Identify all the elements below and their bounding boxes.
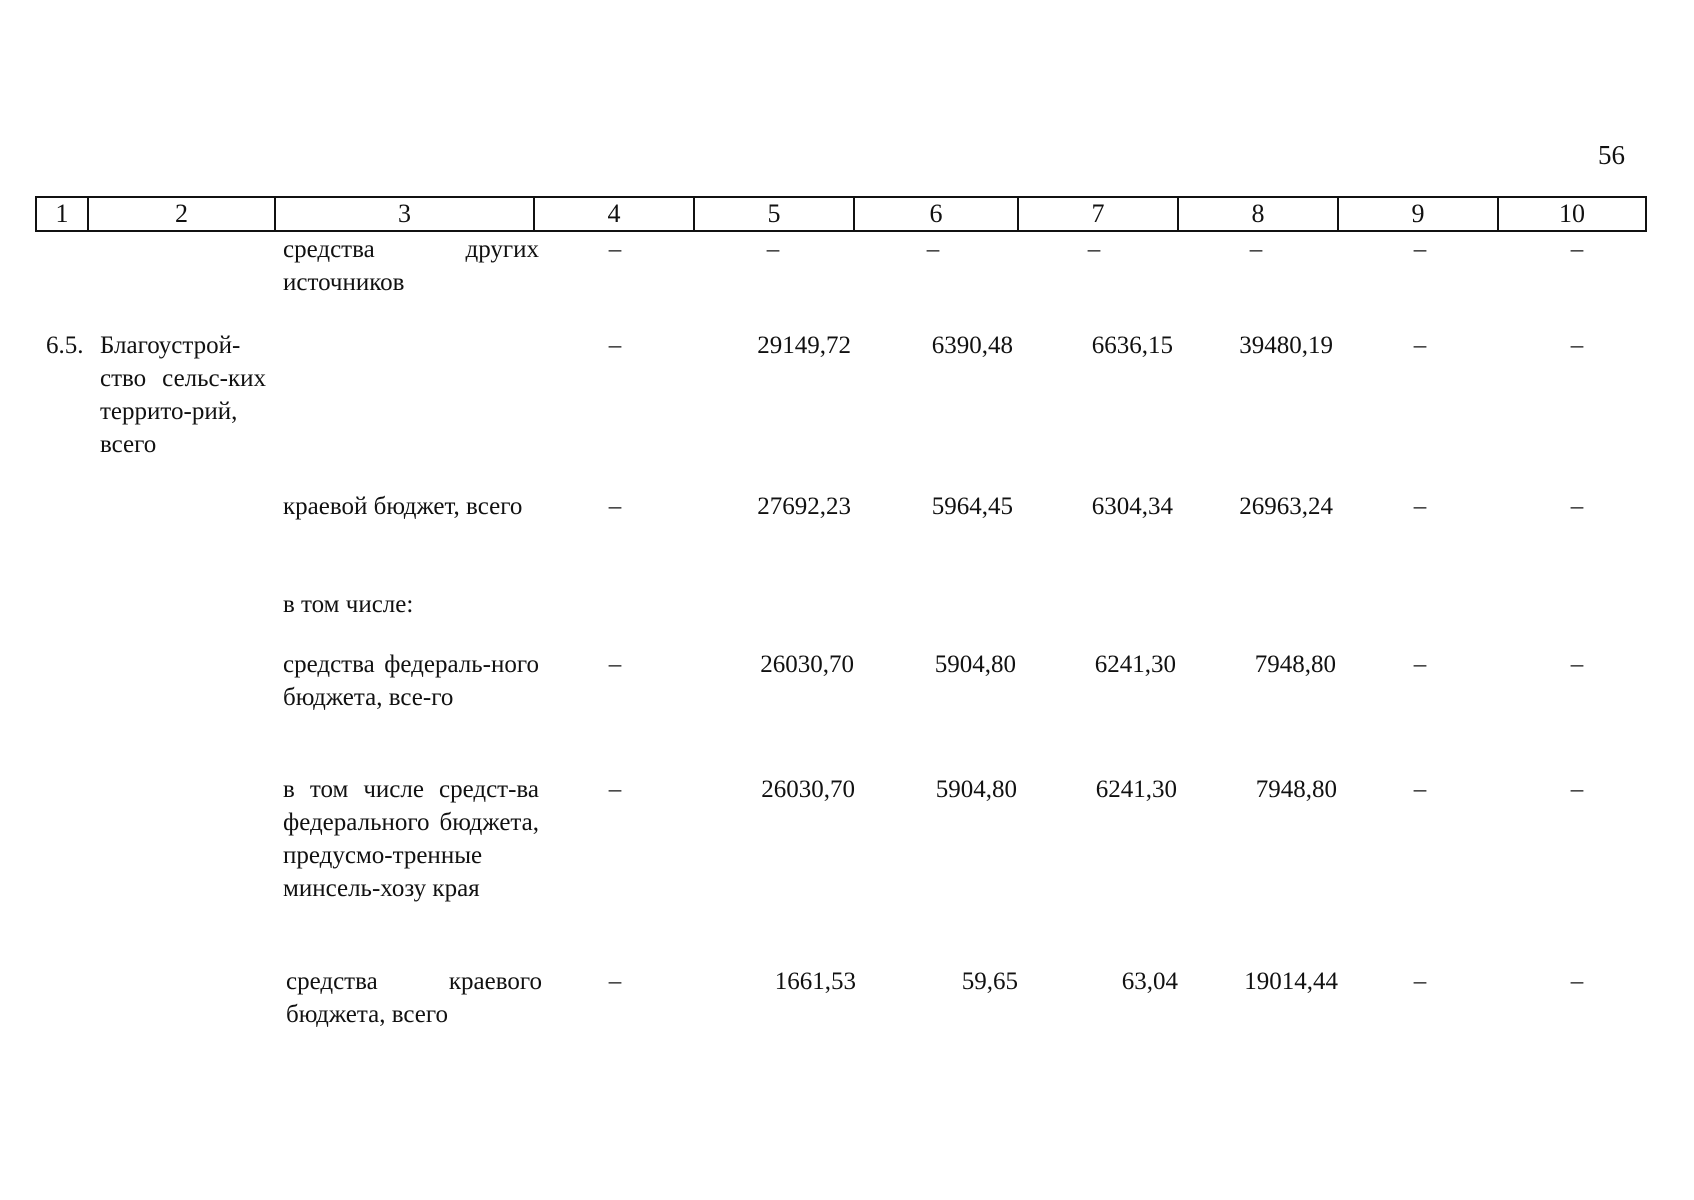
cell-col6: 5964,45 (931, 493, 1013, 520)
cell-col7: 6241,30 (1094, 651, 1176, 678)
page-number: 56 (1598, 140, 1625, 170)
cell-col9: – (1413, 776, 1427, 803)
column-header-2: 2 (88, 197, 275, 231)
cell-col6: 5904,80 (934, 651, 1016, 678)
cell-col4: – (608, 236, 622, 263)
row-index: 6.5. (46, 332, 84, 359)
cell-col5: – (766, 236, 780, 263)
cell-col10: – (1570, 332, 1584, 359)
column-header-6: 6 (854, 197, 1018, 231)
row-label: средства краевого бюджета, всего (286, 968, 542, 1028)
cell-col6: 6390,48 (931, 332, 1013, 359)
cell-col6: – (926, 236, 940, 263)
cell-col7: 6636,15 (1091, 332, 1173, 359)
cell-col4: – (608, 776, 622, 803)
cell-col10: – (1570, 968, 1584, 995)
cell-col7: 6241,30 (1095, 776, 1177, 803)
column-header-1: 1 (36, 197, 88, 231)
cell-col6: 5904,80 (935, 776, 1017, 803)
column-header-4: 4 (534, 197, 694, 231)
cell-col8: 7948,80 (1255, 776, 1337, 803)
cell-col8: 7948,80 (1254, 651, 1336, 678)
cell-col5: 26030,70 (761, 776, 855, 803)
row-label: в том числе средст-ва федерального бюджета, предусмо-тренные минсель-хозу края (283, 776, 539, 902)
cell-col10: – (1570, 776, 1584, 803)
cell-col7: 63,04 (1121, 968, 1178, 995)
cell-col4: – (608, 651, 622, 678)
cell-col8: 26963,24 (1239, 493, 1333, 520)
row-label: краевой бюджет, всего (283, 493, 523, 520)
cell-col8: 19014,44 (1244, 968, 1338, 995)
cell-col5: 26030,70 (760, 651, 854, 678)
cell-col9: – (1413, 236, 1427, 263)
row-label: в том числе: (283, 591, 414, 618)
cell-col5: 27692,23 (757, 493, 851, 520)
cell-col8: 39480,19 (1239, 332, 1333, 359)
cell-col7: – (1087, 236, 1101, 263)
cell-col10: – (1570, 236, 1584, 263)
cell-col9: – (1413, 493, 1427, 520)
cell-col9: – (1413, 968, 1427, 995)
cell-col5: 1661,53 (774, 968, 856, 995)
cell-col10: – (1570, 651, 1584, 678)
cell-col7: 6304,34 (1091, 493, 1173, 520)
cell-col5: 29149,72 (757, 332, 851, 359)
cell-col4: – (608, 493, 622, 520)
row-label: средства других источников (283, 236, 539, 296)
cell-col9: – (1413, 332, 1427, 359)
column-header-9: 9 (1338, 197, 1498, 231)
column-header-5: 5 (694, 197, 854, 231)
column-header-row (35, 196, 1647, 232)
column-header-8: 8 (1178, 197, 1338, 231)
column-header-10: 10 (1498, 197, 1646, 231)
row-section-title: Благоустрой-ство сельс-ких террито-рий, всего (100, 332, 266, 458)
cell-col8: – (1249, 236, 1263, 263)
cell-col10: – (1570, 493, 1584, 520)
cell-col6: 59,65 (961, 968, 1018, 995)
column-header-3: 3 (275, 197, 534, 231)
cell-col4: – (608, 332, 622, 359)
cell-col4: – (608, 968, 622, 995)
row-label: средства федераль-ного бюджета, все-го (283, 651, 539, 711)
column-header-7: 7 (1018, 197, 1178, 231)
cell-col9: – (1413, 651, 1427, 678)
